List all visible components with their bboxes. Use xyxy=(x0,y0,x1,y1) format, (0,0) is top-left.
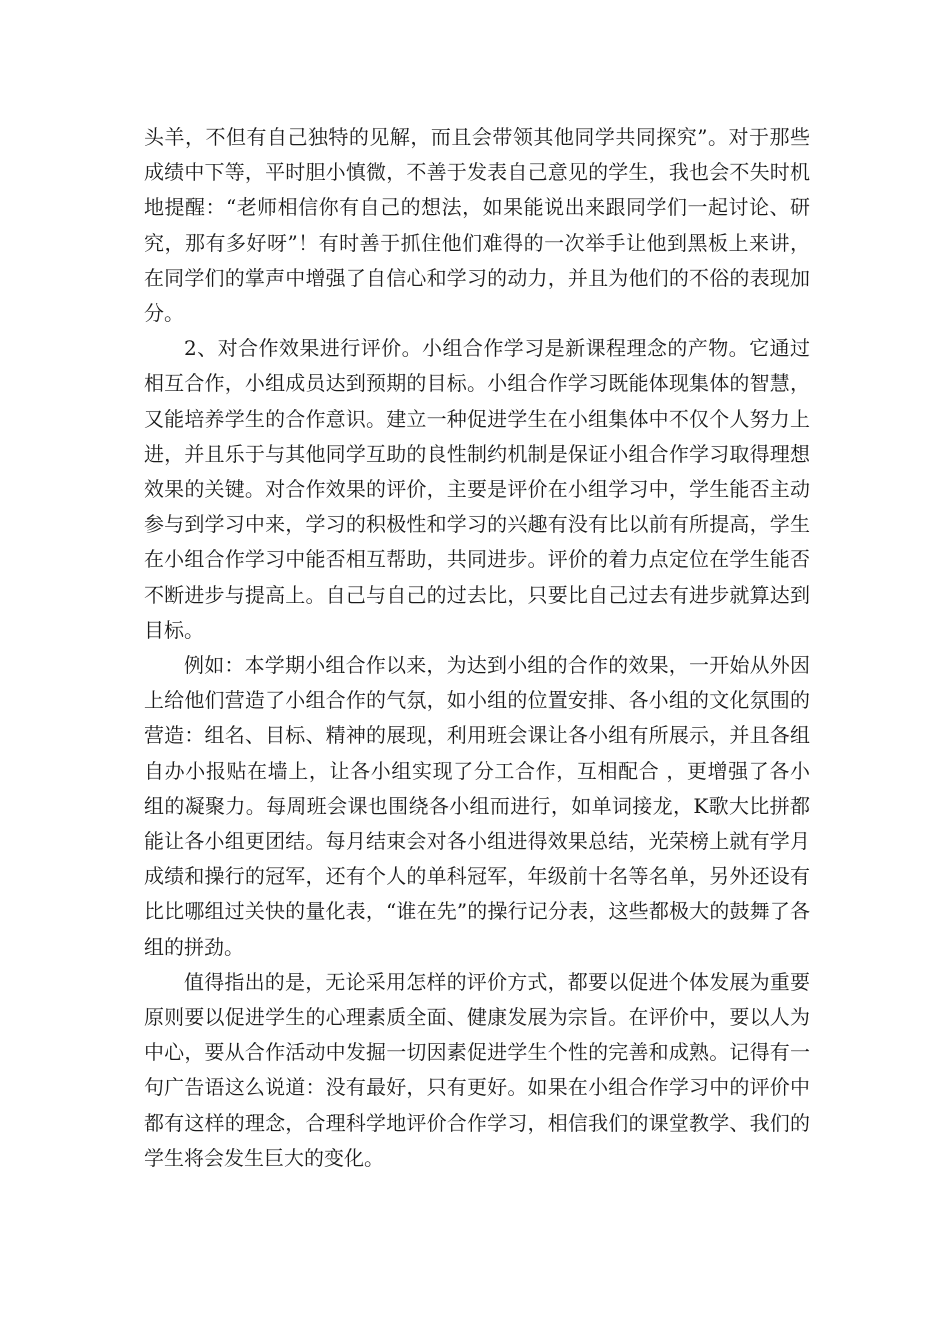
paragraph-example: 例如：本学期小组合作以来，为达到小组的合作的效果，一开始从外因上给他们营造了小组合作的气氛，如小组的位置安排、各小组的文化氛围的营造：组名、目标、精神的展现，利用班会课让各小组有所展示，并且各组自办小报贴在墙上，让各小组实现了分工合作，互相配合 ，更增强了各小组的凝聚力。每周班会课也围绕各小组而进行，如单词接龙，K歌大比拼都能让各小组更团结。每月结束会对各小组进得效果总结，光荣榜上就有学月成绩和操行的冠军，还有个人的单科冠军，年级前十名等名单，另外还设有比比哪组过关快的量化表，“谁在先”的操行记分表，这些都极大的鼓舞了各组的拼劲。 xyxy=(144,653,810,959)
document-body xyxy=(144,120,810,1176)
paragraph-cooperation-evaluation: 2、对合作效果进行评价。小组合作学习是新课程理念的产物。它通过相互合作，小组成员达到预期的目标。小组合作学习既能体现集体的智慧，又能培养学生的合作意识。建立一种促进学生在小组集体中不仅个人努力上进，并且乐于与其他同学互助的良性制约机制是保证小组合作学习取得理想效果的关键。对合作效果的评价，主要是评价在小组学习中，学生能否主动参与到学习中来，学习的积极性和学习的兴趣有没有比以前有所提高，学生在小组合作学习中能否相互帮助，共同进步。评价的着力点定位在学生能否不断进步与提高上。自己与自己的过去比，只要比自己过去有进步就算达到目标。 xyxy=(144,336,810,642)
paragraph-continuation: 头羊，不但有自己独特的见解，而且会带领其他同学共同探究”。对于那些成绩中下等，平时胆小慎微，不善于发表自己意见的学生，我也会不失时机地提醒：“老师相信你有自己的想法，如果能说出来跟同学们一起讨论、研究，那有多好呀”！有时善于抓住他们难得的一次举手让他到黑板上来讲，在同学们的掌声中增强了自信心和学习的动力，并且为他们的不俗的表现加分。 xyxy=(144,125,810,326)
paragraph-conclusion: 值得指出的是，无论采用怎样的评价方式，都要以促进个体发展为重要原则要以促进学生的心理素质全面、健康发展为宗旨。在评价中，要以人为中心，要从合作活动中发掘一切因素促进学生个性的完善和成熟。记得有一句广告语这么说道：没有最好，只有更好。如果在小组合作学习中的评价中都有这样的理念，合理科学地评价合作学习，相信我们的课堂教学、我们的学生将会发生巨大的变化。 xyxy=(144,969,810,1170)
